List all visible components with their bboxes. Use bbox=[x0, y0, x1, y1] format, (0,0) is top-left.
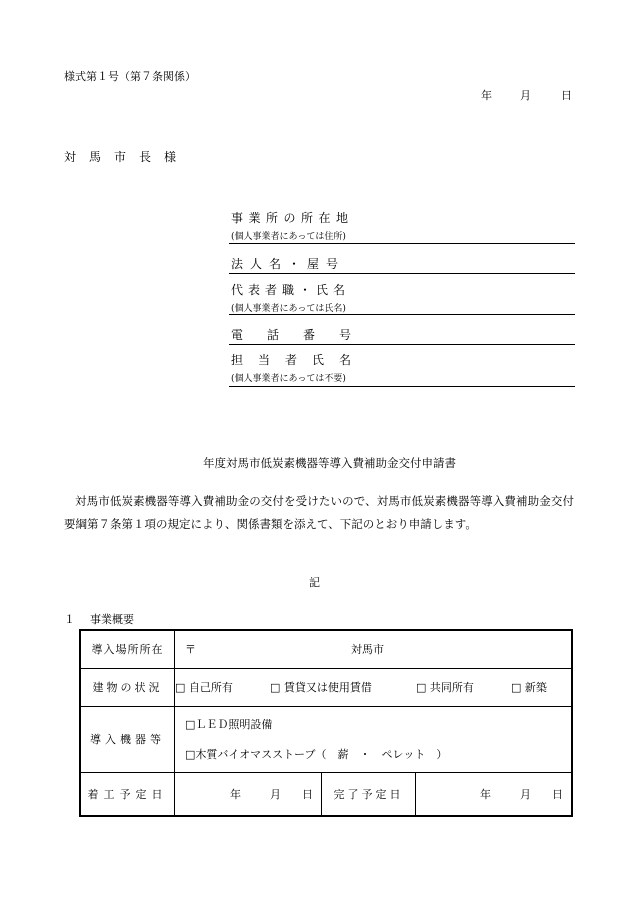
date-day-label: 日 bbox=[561, 89, 572, 102]
table-row-building bbox=[80, 668, 572, 706]
postal-mark: 〒 bbox=[185, 643, 196, 657]
applicant-block bbox=[229, 203, 575, 387]
building-options-cell bbox=[175, 668, 573, 706]
end-day: 日 bbox=[552, 787, 563, 801]
date-year-label: 年 bbox=[481, 89, 492, 102]
end-label-cell bbox=[322, 772, 416, 816]
applicant-phone-label: 電話番号 bbox=[231, 328, 376, 342]
start-date-cell[interactable] bbox=[175, 772, 322, 816]
addressee-honorific: 様 bbox=[164, 150, 190, 164]
applicant-contact-label: 担当者氏名 bbox=[231, 353, 367, 367]
start-day: 日 bbox=[302, 787, 313, 801]
equipment-label: 導入機器等 bbox=[90, 733, 165, 746]
location-label: 導入場所所在 bbox=[91, 643, 164, 657]
table-row-schedule bbox=[80, 772, 572, 816]
section-number: １ bbox=[64, 613, 75, 626]
building-option-new[interactable]: □ 新築 bbox=[511, 681, 547, 694]
end-label: 完了予定日 bbox=[333, 787, 404, 801]
building-label-cell bbox=[80, 668, 175, 706]
applicant-corp-row bbox=[229, 244, 575, 274]
equipment-option-led[interactable]: □ＬＥＤ照明設備 bbox=[185, 718, 273, 731]
end-date-cell[interactable] bbox=[416, 772, 573, 816]
addressee-name: 対馬市長 bbox=[64, 150, 165, 164]
ki-heading: 記 bbox=[309, 576, 320, 589]
location-value-cell bbox=[175, 630, 573, 668]
applicant-address-note: (個人事業者にあっては住所) bbox=[231, 232, 346, 242]
addressee bbox=[64, 148, 189, 165]
applicant-corp-label: 法人名・屋号 bbox=[231, 257, 346, 271]
equipment-option-biomass[interactable]: □木質バイオマスストーブ（ 薪 ・ ペレット ） bbox=[185, 748, 448, 761]
table-row-equipment bbox=[80, 706, 572, 772]
applicant-rep-row bbox=[229, 274, 575, 315]
applicant-phone-row bbox=[229, 315, 575, 345]
date-month-label: 月 bbox=[520, 89, 531, 102]
applicant-rep-note: (個人事業者にあっては氏名) bbox=[231, 304, 346, 314]
end-year: 年 bbox=[480, 787, 491, 801]
location-label-cell bbox=[80, 630, 175, 668]
document-title: 年度対馬市低炭素機器等導入費補助金交付申請書 bbox=[203, 456, 456, 470]
start-month: 月 bbox=[270, 787, 281, 801]
equipment-options-cell bbox=[175, 706, 573, 772]
section-title: 事業概要 bbox=[90, 613, 134, 626]
building-option-rent[interactable]: □ 賃貸又は使用賃借 bbox=[270, 681, 372, 694]
start-year: 年 bbox=[230, 787, 241, 801]
building-label: 建物の状況 bbox=[92, 681, 163, 694]
form-number: 様式第１号（第７条関係） bbox=[64, 70, 196, 83]
overview-table bbox=[79, 629, 573, 817]
section-heading bbox=[64, 611, 134, 627]
applicant-contact-note: (個人事業者にあっては不要) bbox=[231, 374, 346, 384]
applicant-address-label: 事業所の所在地 bbox=[231, 211, 354, 225]
city-name: 対馬市 bbox=[351, 643, 384, 657]
applicant-contact-row bbox=[229, 345, 575, 387]
applicant-rep-label: 代表者職・氏名 bbox=[231, 283, 351, 297]
building-option-shared[interactable]: □ 共同所有 bbox=[416, 681, 474, 694]
start-label: 着工予定日 bbox=[87, 787, 168, 801]
building-option-own[interactable]: □ 自己所有 bbox=[175, 681, 233, 694]
table-row-location bbox=[80, 630, 572, 668]
start-label-cell bbox=[80, 772, 175, 816]
applicant-address-row bbox=[229, 203, 575, 244]
equipment-label-cell bbox=[80, 706, 175, 772]
document-body: 対馬市低炭素機器等導入費補助金の交付を受けたいので、対馬市低炭素機器等導入費補助金交付要綱第７条第１項の規定により、関係書類を添えて、下記のとおり申請します。 bbox=[64, 494, 574, 531]
application-date bbox=[481, 87, 572, 103]
end-month: 月 bbox=[520, 787, 531, 801]
